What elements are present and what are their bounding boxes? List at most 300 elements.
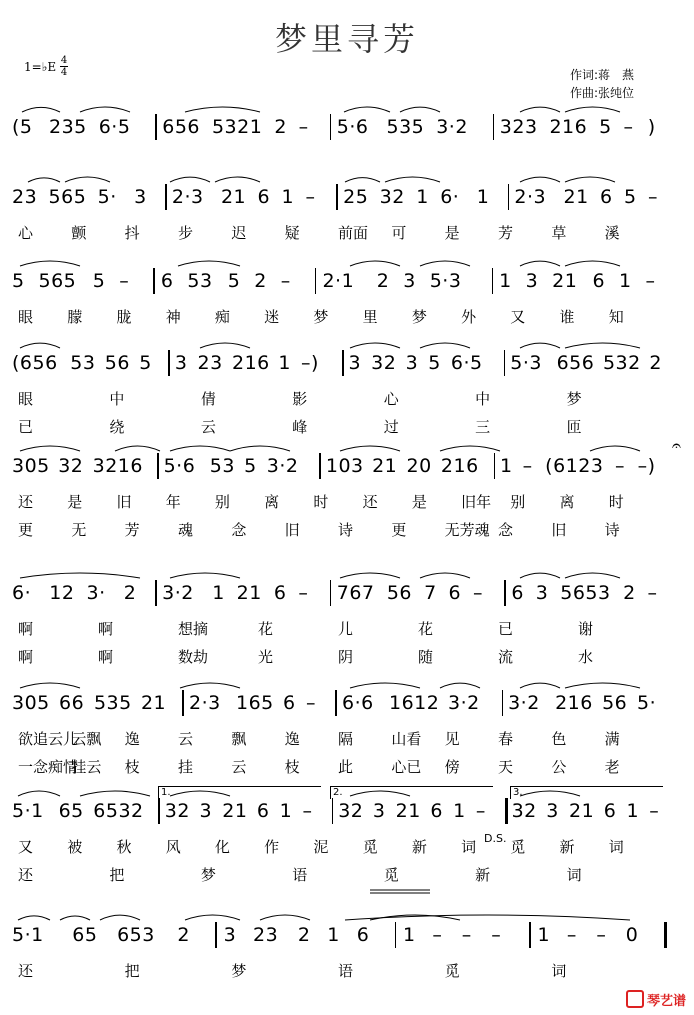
note-group: –	[432, 924, 443, 946]
lyric-word: 是	[67, 493, 83, 511]
slur-arc	[590, 446, 640, 451]
score-row	[0, 270, 694, 344]
lyric-word: 芳	[124, 521, 140, 539]
lyric-word: 泥	[313, 838, 329, 856]
note-group: 653	[117, 924, 155, 946]
watermark-logo	[626, 990, 686, 1009]
slur-arc	[18, 791, 60, 796]
lyric-line	[0, 491, 694, 511]
note-group: 21	[222, 800, 248, 822]
lyric-line	[0, 222, 694, 242]
note-group: 3·2	[436, 116, 468, 138]
slur-arc	[440, 446, 500, 451]
note-group: 66	[58, 692, 85, 714]
lyric-line	[0, 306, 694, 326]
lyric-word: 草	[551, 224, 567, 242]
note-group: 1	[281, 186, 295, 208]
note-group: 6	[273, 582, 287, 604]
note-group: 5	[624, 186, 637, 208]
lyric-word: 念	[231, 521, 247, 539]
lyric-word: 别	[510, 493, 526, 511]
note-group: 2	[177, 924, 190, 946]
lyric-word: 谢	[578, 620, 594, 638]
lyric-word: 倩	[200, 390, 216, 408]
lyric-word: 迷	[264, 308, 280, 326]
lyric-word: 神	[165, 308, 181, 326]
lyric-word: 还	[18, 866, 34, 884]
barline	[165, 184, 167, 210]
lyric-word: 隔	[338, 730, 354, 748]
lyric-word: 时	[313, 493, 329, 511]
note-group: 6	[448, 582, 462, 604]
lyric-word: 无芳魂	[444, 521, 490, 539]
lyric-word: 觅	[444, 962, 460, 980]
lyric-word: 逸	[284, 730, 300, 748]
note-group: 6	[257, 186, 271, 208]
barline	[504, 350, 506, 376]
barline	[182, 690, 184, 716]
slur-arc	[180, 683, 240, 688]
barline	[493, 114, 495, 140]
note-group: 6·	[12, 582, 32, 604]
lyric-word: 过	[383, 418, 399, 436]
barline	[504, 580, 506, 606]
lyric-word: 谁	[559, 308, 575, 326]
note-group: 767	[336, 582, 375, 604]
note-group: –)	[301, 352, 319, 374]
barline	[395, 922, 397, 948]
note-group: 165	[236, 692, 274, 714]
note-group: 20	[406, 455, 432, 477]
lyric-word: 可	[391, 224, 407, 242]
note-group: 3	[199, 800, 213, 822]
lyric-word: 朦	[67, 308, 83, 326]
lyric-word: 云	[231, 758, 247, 776]
note-group: 2·3	[171, 186, 204, 208]
note-group: 2	[623, 582, 636, 604]
note-group: 6	[600, 186, 613, 208]
note-group: 53	[209, 455, 235, 477]
note-group: 56	[104, 352, 130, 374]
note-group: –)	[637, 455, 656, 477]
note-group: 103	[325, 455, 364, 477]
lyric-word: 词	[551, 962, 567, 980]
lyric-word: 已	[498, 620, 514, 638]
lyric-word: 儿	[338, 620, 354, 638]
song-title: 梦里寻芳	[274, 20, 419, 58]
lyric-word: 啊	[18, 648, 34, 666]
slur-arc	[420, 573, 470, 578]
note-group: 1	[618, 270, 632, 292]
lyric-line	[0, 864, 694, 884]
note-line	[0, 116, 694, 138]
lyric-word: 风	[165, 838, 181, 856]
note-group: 53	[70, 352, 96, 374]
note-group: 1	[626, 800, 640, 822]
lyric-word: 把	[109, 866, 125, 884]
note-group: 23	[197, 352, 223, 374]
lyric-line	[0, 960, 694, 980]
note-group: 1	[500, 455, 513, 477]
note-group: 5·1	[12, 924, 44, 946]
lyric-word: 欲追云儿	[18, 730, 79, 748]
lyric-word: 枝	[124, 758, 140, 776]
note-line	[0, 270, 694, 292]
barline	[336, 184, 338, 210]
lyric-word: 春	[498, 730, 514, 748]
lyric-line	[0, 836, 694, 856]
lyric-word: 枝	[284, 758, 300, 776]
lyric-word: 抖	[124, 224, 140, 242]
logo-icon	[626, 990, 644, 1008]
note-group: –	[649, 800, 660, 822]
note-group: 65	[58, 800, 84, 822]
note-group: 1	[416, 186, 429, 208]
volta-ending: 2.	[330, 786, 493, 799]
note-group: 5	[599, 116, 612, 138]
note-line	[0, 352, 694, 374]
lyric-word: 词	[461, 838, 477, 856]
dal-segno-mark: D.S.	[484, 832, 507, 845]
volta-ending: 3.	[510, 786, 663, 799]
barline	[315, 268, 317, 294]
double-barline	[664, 922, 667, 948]
lyric-word: 旧	[284, 521, 300, 539]
lyric-word: 里	[362, 308, 378, 326]
lyric-word: 语	[338, 962, 354, 980]
note-group: 656	[556, 352, 595, 374]
lyric-word: 步	[178, 224, 194, 242]
slur-arc	[80, 107, 130, 112]
lyric-word: 水	[578, 648, 594, 666]
lyric-word: 觅	[362, 838, 378, 856]
barline	[168, 350, 170, 376]
slur-arc	[565, 107, 620, 112]
lyric-word: 诗	[338, 521, 354, 539]
note-group: 65	[72, 924, 98, 946]
note-group: 1612	[388, 692, 440, 714]
score-row	[0, 800, 694, 884]
note-group: 535	[93, 692, 132, 714]
note-group: 5	[12, 270, 25, 292]
slur-arc	[520, 261, 560, 266]
note-group: 535	[386, 116, 425, 138]
note-group: –	[648, 186, 659, 208]
note-group: 5·6	[163, 455, 196, 477]
note-line	[0, 186, 694, 208]
note-group: 216	[440, 455, 479, 477]
barline	[508, 184, 510, 210]
note-group: 21	[220, 186, 247, 208]
note-line	[0, 924, 694, 946]
note-group: 6	[282, 692, 296, 714]
note-group: 56	[602, 692, 628, 714]
lyric-line	[0, 618, 694, 638]
note-group: 6	[256, 800, 270, 822]
lyric-word: 溪	[604, 224, 620, 242]
lyric-word: 新	[411, 838, 427, 856]
double-barline	[505, 798, 508, 824]
note-group: 565	[48, 186, 87, 208]
lyric-line	[0, 416, 694, 436]
lyric-word: 随	[418, 648, 434, 666]
note-group: 5653	[560, 582, 611, 604]
barline	[158, 798, 160, 824]
note-group: –	[461, 924, 472, 946]
lyric-word: 疑	[284, 224, 300, 242]
note-group: 5321	[211, 116, 263, 138]
slur-arc	[440, 683, 480, 688]
note-group: 305	[12, 455, 50, 477]
lyric-word: 满	[604, 730, 620, 748]
note-group: 3·2	[508, 692, 540, 714]
lyric-word: 念	[498, 521, 514, 539]
lyric-word: 想摘	[178, 620, 209, 638]
lyric-word: 眼	[18, 390, 34, 408]
lyric-word: 啊	[98, 620, 114, 638]
note-group: 32	[58, 455, 84, 477]
note-group: 3	[546, 800, 559, 822]
note-group: –	[647, 582, 658, 604]
lyric-word: 逸	[124, 730, 140, 748]
lyric-word: 心	[383, 390, 399, 408]
score-row	[0, 186, 694, 260]
barline	[492, 268, 494, 294]
note-group: 6·6	[342, 692, 374, 714]
slur-arc	[230, 446, 290, 451]
note-group: (656	[12, 352, 58, 374]
lyric-word: 天	[498, 758, 514, 776]
lyric-word: 觅	[510, 838, 526, 856]
lyric-word: 梦	[231, 962, 247, 980]
score-row	[0, 924, 694, 998]
note-group: 5·1	[12, 800, 44, 822]
lyric-word: 梦	[200, 866, 216, 884]
note-group: 3	[372, 800, 386, 822]
lyricist-credit: 作词:蒋 燕	[570, 68, 635, 82]
lyric-word: 颤	[71, 224, 87, 242]
slur-arc	[340, 573, 400, 578]
lyric-word: 花	[418, 620, 434, 638]
slur-arc	[22, 107, 60, 112]
lyric-word: 眼	[18, 308, 34, 326]
lyric-word: 离	[559, 493, 575, 511]
note-group: )	[647, 116, 656, 138]
lyric-word: 痴	[214, 308, 230, 326]
note-group: 305	[12, 692, 50, 714]
lyric-line	[0, 519, 694, 539]
note-group: 5	[428, 352, 441, 374]
lyric-word: 迟	[231, 224, 247, 242]
slur-arc	[185, 107, 260, 112]
lyric-word: 公	[551, 758, 567, 776]
lyric-word: 新	[475, 866, 491, 884]
note-group: 3	[348, 352, 362, 374]
lyric-word: 中	[109, 390, 125, 408]
note-group: 32	[164, 800, 190, 822]
note-group: 21	[372, 455, 398, 477]
lyric-word: 梦	[313, 308, 329, 326]
barline	[155, 580, 157, 606]
lyric-word: 已	[18, 418, 34, 436]
slur-arc	[520, 573, 560, 578]
note-group: 5	[139, 352, 152, 374]
barline	[332, 798, 334, 824]
lyric-word: 时	[608, 493, 624, 511]
lyric-word: 诗	[604, 521, 620, 539]
note-group: 32	[338, 800, 364, 822]
note-group: 3	[403, 270, 416, 292]
watermark-text: 琴艺谱	[646, 994, 686, 1009]
note-group: 21	[569, 800, 595, 822]
note-group: 2·3	[514, 186, 547, 208]
time-sig-bottom: 4	[60, 67, 68, 78]
lyric-word: 流	[498, 648, 514, 666]
note-group: 0	[625, 924, 639, 946]
note-group: 32	[371, 352, 397, 374]
slur-arc	[80, 791, 150, 796]
lyric-word: 又	[18, 838, 34, 856]
note-group: 23	[253, 924, 279, 946]
lyric-word: 作	[264, 838, 280, 856]
slur-arc	[340, 446, 400, 451]
note-group: –	[615, 455, 626, 477]
lyric-line	[0, 646, 694, 666]
lyric-word: 心	[18, 224, 34, 242]
barline	[529, 922, 531, 948]
note-line	[0, 455, 694, 477]
lyric-word: 花	[258, 620, 274, 638]
lyric-word: 更	[391, 521, 407, 539]
note-group: 5	[227, 270, 241, 292]
note-group: 6532	[93, 800, 144, 822]
lyric-word: 绕	[109, 418, 125, 436]
lyric-word: 前面	[338, 224, 369, 242]
lyric-word: 挂	[178, 758, 194, 776]
lyric-word: 老	[604, 758, 620, 776]
slur-arc	[178, 261, 240, 266]
slur-arc	[350, 683, 420, 688]
lyric-word: 匝	[566, 418, 582, 436]
note-group: 3216	[92, 455, 143, 477]
note-group: 323	[499, 116, 538, 138]
note-group: 216	[555, 692, 593, 714]
note-group: 5·6	[336, 116, 369, 138]
slur-arc	[20, 573, 140, 578]
barline	[153, 268, 155, 294]
note-group: 1	[537, 924, 551, 946]
lyric-word: 秋	[116, 838, 132, 856]
note-group: 1	[453, 800, 466, 822]
lyric-word: 梦	[411, 308, 427, 326]
slur-arc	[370, 915, 460, 920]
lyric-word: 旧年	[461, 493, 492, 511]
barline	[502, 690, 504, 716]
note-line	[0, 800, 694, 822]
lyric-line	[0, 728, 694, 748]
lyric-word: 挂云	[71, 758, 102, 776]
note-group: 6	[356, 924, 370, 946]
lyric-word: 又	[510, 308, 526, 326]
score-row	[0, 582, 694, 666]
score-row	[0, 352, 694, 436]
lyric-word: 化	[214, 838, 230, 856]
lyric-word: 胧	[116, 308, 132, 326]
note-group: 1	[402, 924, 416, 946]
lyric-word: 云	[200, 418, 216, 436]
lyric-word: 旧	[116, 493, 132, 511]
note-group: 532	[602, 352, 641, 374]
lyric-word: 还	[18, 493, 34, 511]
note-group: 23	[12, 186, 38, 208]
barline	[330, 114, 332, 140]
note-group: 21	[236, 582, 262, 604]
lyric-word: 芳	[498, 224, 514, 242]
note-group: 25	[343, 186, 369, 208]
note-group: 3	[174, 352, 188, 374]
note-group: 2·3	[189, 692, 221, 714]
note-group: 5·3	[429, 270, 462, 292]
slur-arc	[345, 915, 630, 920]
note-group: 1	[327, 924, 340, 946]
lyric-word: 一念痴情	[18, 758, 79, 776]
lyric-word: 傍	[444, 758, 460, 776]
slur-arc	[170, 573, 240, 578]
lyric-word: 无	[71, 521, 87, 539]
composer-credit: 作曲:张纯位	[570, 86, 635, 100]
lyric-word: 飘	[231, 730, 247, 748]
note-group: –	[491, 924, 502, 946]
note-group: 5·	[97, 186, 117, 208]
note-group: 1	[499, 270, 512, 292]
barline	[342, 350, 344, 376]
note-group: 2	[274, 116, 287, 138]
note-group: 656	[162, 116, 201, 138]
lyric-word: 知	[608, 308, 624, 326]
lyric-word: 心已	[391, 758, 422, 776]
note-group: 2	[649, 352, 662, 374]
barline	[157, 453, 159, 479]
lyric-word: 三	[475, 418, 491, 436]
slur-arc	[260, 915, 310, 920]
note-group: 56	[386, 582, 412, 604]
note-group: 3	[223, 924, 237, 946]
note-group: –	[623, 116, 634, 138]
note-group: (6123	[545, 455, 604, 477]
time-sig-top: 4	[60, 55, 68, 66]
slur-arc	[565, 683, 640, 688]
slur-arc	[185, 915, 240, 920]
note-group: 1	[279, 800, 293, 822]
note-group: 6	[430, 800, 443, 822]
lyric-word: 是	[444, 224, 460, 242]
lyric-word: 见	[444, 730, 460, 748]
lyric-word: 外	[461, 308, 477, 326]
note-group: 3·2	[447, 692, 480, 714]
note-group: –	[522, 455, 533, 477]
lyric-word: 此	[338, 758, 354, 776]
note-group: 1	[278, 352, 291, 374]
note-group: 5·3	[510, 352, 542, 374]
slur-arc	[100, 915, 140, 920]
note-group: 6·5	[450, 352, 483, 374]
note-group: 53	[187, 270, 213, 292]
note-group: –	[305, 186, 316, 208]
note-group: 6	[160, 270, 174, 292]
lyric-word: 啊	[18, 620, 34, 638]
note-group: –	[119, 270, 130, 292]
note-group: 5	[92, 270, 106, 292]
